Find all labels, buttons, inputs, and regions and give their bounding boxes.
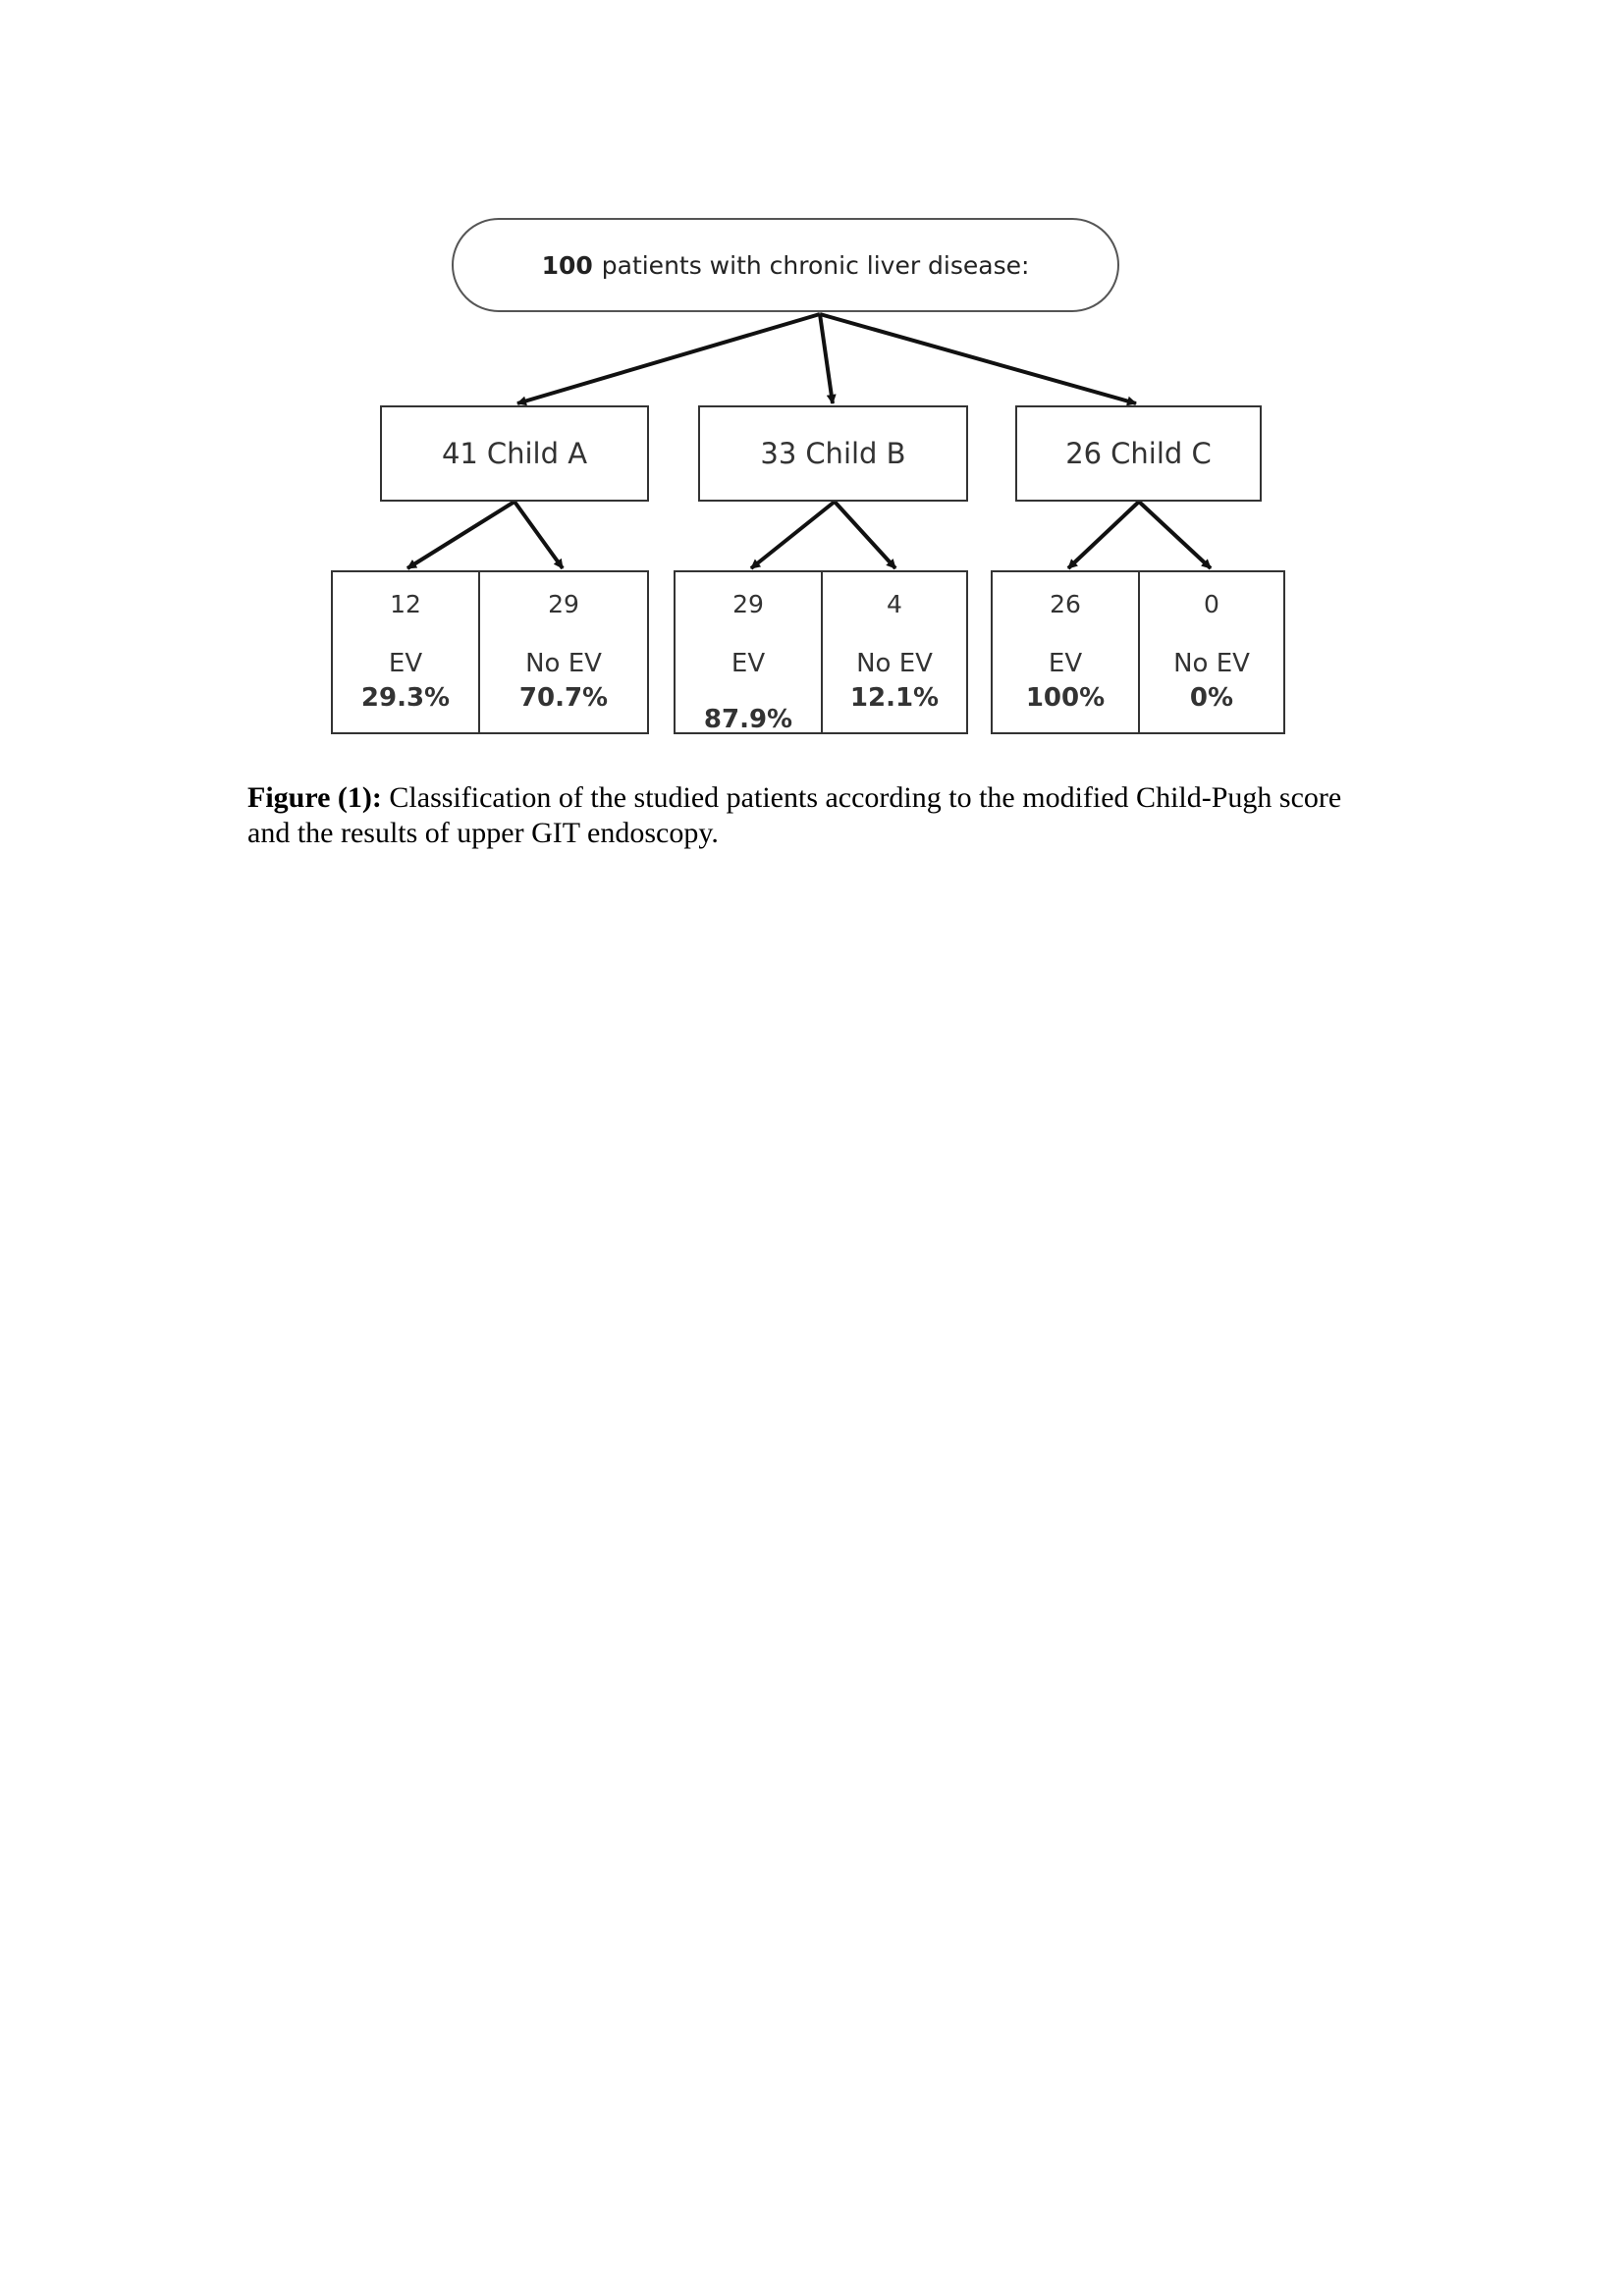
arrow-root-to-child-a — [517, 314, 820, 403]
outcome-percent: 0% — [1189, 683, 1234, 713]
outcome-label: No EV — [856, 649, 933, 678]
outcome-cell-child-a-no-ev — [478, 570, 649, 734]
outcome-cell-child-a-ev — [331, 570, 480, 734]
arrow-child-c-to-no-ev — [1139, 502, 1211, 568]
grade-label: Child A — [486, 437, 588, 470]
outcome-label: No EV — [1173, 649, 1250, 678]
figure-caption-text: Classification of the studied patients according to the modified Child-Pugh score and the results of upper GIT endoscopy. — [247, 781, 1342, 849]
grade-count: 26 — [1065, 437, 1103, 470]
grade-node-child-a — [380, 405, 649, 502]
outcome-cell-child-c-ev — [991, 570, 1140, 734]
grade-node-child-b — [698, 405, 968, 502]
outcome-cell-child-c-no-ev — [1138, 570, 1285, 734]
arrow-child-a-to-ev — [407, 502, 514, 568]
outcome-label: EV — [1048, 649, 1083, 678]
outcome-label: No EV — [525, 649, 602, 678]
outcome-label: EV — [731, 649, 766, 678]
arrow-child-b-to-no-ev — [835, 502, 895, 568]
arrow-child-b-to-ev — [751, 502, 835, 568]
outcome-cell-child-b-ev — [674, 570, 823, 734]
outcome-count: 0 — [1204, 590, 1219, 618]
outcome-percent: 29.3% — [360, 683, 451, 713]
outcome-percent: 12.1% — [849, 683, 940, 713]
outcome-count: 26 — [1050, 590, 1081, 618]
arrow-child-a-to-no-ev — [514, 502, 563, 568]
outcome-label: EV — [388, 649, 423, 678]
grade-label: Child B — [805, 437, 906, 470]
grade-count: 33 — [760, 437, 797, 470]
figure-caption-label: Figure (1): — [247, 781, 382, 814]
grade-count: 41 — [441, 437, 478, 470]
arrow-root-to-child-b — [820, 314, 833, 403]
grade-node-child-c — [1015, 405, 1262, 502]
outcome-percent: 70.7% — [518, 683, 609, 713]
arrow-child-c-to-ev — [1068, 502, 1139, 568]
grade-label: Child C — [1110, 437, 1212, 470]
root-count: 100 — [541, 250, 593, 280]
outcome-count: 12 — [390, 590, 421, 618]
root-node — [452, 218, 1119, 312]
root-label: patients with chronic liver disease: — [601, 250, 1030, 280]
outcome-percent: 87.9% — [703, 705, 793, 734]
figure-caption — [247, 780, 1386, 851]
outcome-count: 29 — [732, 590, 764, 618]
outcome-percent: 100% — [1025, 683, 1106, 713]
outcome-cell-child-b-no-ev — [821, 570, 968, 734]
arrow-root-to-child-c — [820, 314, 1136, 403]
outcome-count: 4 — [887, 590, 902, 618]
outcome-count: 29 — [548, 590, 579, 618]
